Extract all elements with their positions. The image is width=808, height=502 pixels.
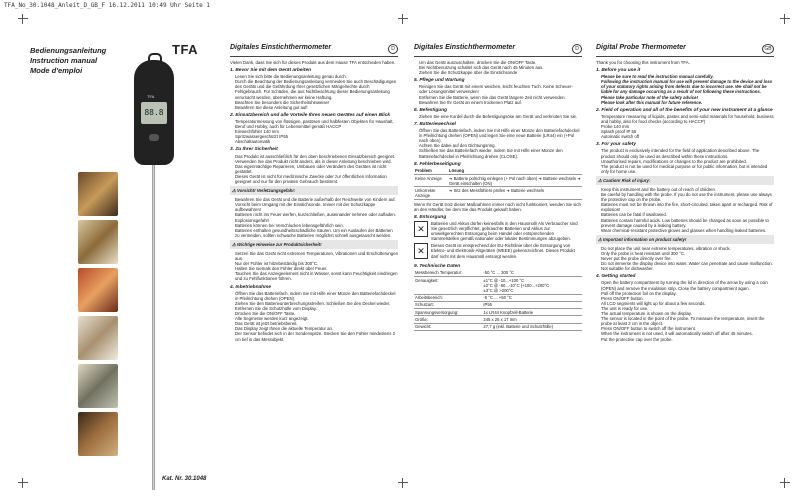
section-heading: 5. Pflege und Wartung (414, 78, 465, 84)
crop-mark (18, 14, 28, 24)
table-row (414, 301, 582, 308)
warning-box (230, 240, 398, 249)
col-gb-body (596, 60, 774, 480)
divider (230, 56, 398, 57)
list-item: • Please look after this manual for future reference. (601, 100, 774, 105)
warning-box (596, 235, 774, 244)
list-item: • Wear chemical-resistant protective gloves and glasses when handling leaked batteries. (601, 228, 774, 233)
list-item: • Splash proof IP 55 (601, 129, 774, 134)
weee-text: Dieses Gerät ist entsprechend der EU-Richtlinie über die Entsorgung von Elektro- und Elektronik-Altgeräten (WEEE) gekennzeichnet. Dieses Produkt darf nicht mit dem Hausmüll entsorgt werden. (431, 243, 575, 259)
list-item: • Alle Segmente werden kurz angezeigt. (235, 316, 398, 321)
table-row (414, 294, 582, 301)
list-item: • Please take particular note of the safety advice! (601, 95, 774, 100)
list-item: • The sensor is located in the point of the probe. To measure the temperature, insert the probe at least 2 cm in the object. (601, 316, 774, 326)
list-item: • Temperature measuring of liquids, pastes and semi-solid materials for household, business and hobby, also for food checks (according to HACCP) (601, 114, 774, 124)
divider (414, 56, 582, 57)
section-heading: 1. Before you use it (596, 68, 641, 74)
cover-panel (30, 44, 220, 484)
list-item: • Batteries contain harmful acids. Low batteries should be changed as soon as possible to prevent damage caused by a leaking battery. (601, 218, 774, 228)
lang-badge-de: D (388, 44, 398, 54)
list-item: • All LCD segments will light up for about a few seconds. (601, 301, 774, 306)
list-item: • Bewahren Sie Ihr Gerät an einem trockenen Platz auf. (419, 100, 582, 105)
list-item: • Ziehen Sie eine Kordel durch die Befestigungsöse am Gerät und verknoten Sie sie. (419, 114, 582, 119)
section-heading: 4. Inbetriebnahme (230, 284, 272, 290)
list-item: • Following the instruction manual for use will prevent damage to the device and loss of your statutory rights arising from defects due to incorrect use. We shall not be liable for any damage occurring as a result of not following these instructions. (601, 79, 774, 94)
list-item: • Der Sensor befindet sich in der Sondenspitze. Stecken Sie den Fühler mindestens 2 cm tief in das Messobjekt. (235, 331, 398, 341)
table-cell: ➜ Sitz des Messfühlers prüfen ➜ Batterie wechseln (448, 187, 582, 199)
section-heading: 3. For your safety (596, 142, 636, 148)
lcd-display: 88.8 (141, 102, 167, 124)
list-item: • Ziehen Sie die Schutzkappe über die Einstichsonde (419, 70, 582, 75)
crop-mark (398, 478, 408, 488)
crop-mark (18, 478, 28, 488)
warning-box (596, 176, 774, 185)
list-item: • Bewahren Sie das Gerät und die Batterie außerhalb der Reichweite von Kindern auf. (235, 197, 398, 202)
food-photo-dish (78, 316, 118, 360)
list-item: • Bewahren Sie diese Anleitung gut auf! (235, 105, 398, 110)
list-item: • Entfernen Sie die Batterie, wenn Sie das Gerät längere Zeit nicht verwenden. (419, 95, 582, 100)
list-item: • Probe 140 mm (601, 124, 774, 129)
intro-text: Vielen Dank, dass Sie sich für dieses Produkt aus dem Hause TFA entschieden haben. (230, 60, 396, 65)
weee-bin-icon: ✕ (414, 243, 428, 259)
col-gb-title: Digital Probe Thermometer (596, 44, 686, 51)
food-photo-roast (78, 220, 118, 264)
col-de2-title: Digitales Einstichthermometer (414, 44, 516, 51)
troubleshooting-table (414, 168, 582, 200)
list-item: • Achten Sie dabei auf den Dichtungsring. (419, 143, 582, 148)
list-item: • Das Display zeigt Ihnen die aktuelle Temperatur an. (235, 326, 398, 331)
list-item: • Ziehen Sie den Batterieunterbrechungsstreifen. Schließen Sie den Deckel wieder. (235, 301, 398, 306)
spec-table (414, 270, 582, 331)
list-item: • Be careful by handling with the probe. If you do not use the instrument, please use always the protective cap on the probe. (601, 192, 774, 202)
weee-block (414, 243, 582, 260)
probe-illustration (152, 165, 155, 490)
list-item: • Das Produkt ist ausschließlich für den oben beschriebenen Einsatzbereich geeignet. Verwenden Sie das Produkt nicht anders, als in dieser Anleitung beschrieben wird. (235, 154, 398, 164)
intro-text: Thank you for choosing this instrument from TFA. (596, 60, 690, 65)
warning-icon: ⚠ (598, 177, 604, 183)
crop-mark (398, 14, 408, 24)
list-item: • Nur der Fühler ist hitzebeständig bis 300°C. (235, 261, 398, 266)
food-photo-liquid (78, 364, 118, 408)
warning-icon: ⚠ (598, 236, 604, 242)
disposal-text: Batterien und Akkus dürfen keinesfalls in den Hausmüll! Als Verbraucher sind Sie gesetzlich verpflichtet, gebrauchte Batterien und Akkus zur umweltgerechten Entsorgung beim Handel oder entsprechenden Sammelstellen gemäß nationaler oder lokaler Bestimmungen abzugeben. (431, 221, 578, 242)
section-heading: 4. Getting started (596, 274, 636, 280)
spec-value: 1x LR44 Knopfzell-Batterie (482, 309, 582, 316)
device-brand-label: TFA (147, 94, 155, 99)
list-item: • The actual temperature is shown on the display. (601, 311, 774, 316)
warning-icon: ⚠ (232, 241, 238, 247)
list-item: • Abschaltautomatik (235, 139, 398, 144)
list-item: • Batteries must not be thrown into the fire, short-circuited, taken apart or recharged. Risk of explosion! (601, 202, 774, 212)
list-item: • The unit is ready for use. (601, 306, 774, 311)
warning-icon: ⚠ (232, 188, 238, 194)
spec-value: -50 °C ... 300 °C (482, 270, 582, 277)
food-photo-steak (78, 172, 118, 216)
warning-title: Wichtige Hinweise zur Produktsicherheit! (237, 241, 322, 247)
col-de-body (230, 60, 398, 480)
cover-subtitle-fr: Mode d'emploi (30, 66, 83, 75)
spec-label: Größe: (414, 316, 482, 323)
lang-badge-gb: GB (762, 44, 774, 54)
warning-title: Caution! Risk of injury: (603, 177, 651, 183)
list-item: • Do not place the unit near extreme temperatures, vibration or shock. (601, 246, 774, 251)
section-heading: 8. Entsorgung (414, 214, 447, 220)
list-item: • Only the probe is heat resistant until 300 °C. (601, 251, 774, 256)
spec-value: IP55 (482, 301, 582, 308)
table-header-row (414, 168, 582, 175)
section-heading: 7. Batteriewechsel (414, 121, 456, 127)
list-item: • Reinigen Sie das Gerät mit einem weichen, leicht feuchten Tuch. Keine Scheuer- oder Lösungsmittel verwenden! (419, 84, 582, 94)
spec-label: Messbereich Temperatur: (414, 270, 482, 277)
section-heading: 2. Field of operation and all of the benefits of your new instrument at a glance (596, 107, 773, 113)
table-row (414, 323, 582, 330)
list-item: • Batterien enthalten gesundheitsschädliche Säuren. Um ein Auslaufen der Batterien zu vermeiden, sollten schwache Batterien möglichst schnell ausgetauscht werden. (235, 228, 398, 238)
spec-label: Schutzart: (414, 301, 482, 308)
table-row (414, 174, 582, 186)
crop-mark (780, 14, 790, 24)
table-row (414, 277, 582, 294)
section-heading: 3. Zu Ihrer Sicherheit (230, 147, 278, 153)
list-item: • Halten Sie niemals den Fühler direkt über Feuer. (235, 266, 398, 271)
lang-badge-de: D (572, 44, 582, 54)
divider (596, 56, 774, 57)
list-item: • Lesen Sie sich bitte die Bedienungsanleitung genau durch. (235, 74, 398, 79)
list-item: • Never put the probe directly over fire. (601, 256, 774, 261)
article-number: Kat. Nr. 30.1048 (162, 476, 207, 482)
list-item: • The product is not be used for medical purpose or for public information, but is intended only for home use. (601, 164, 774, 174)
spec-value: ±1°C @ -10...+100 °C ±2°C @ -50...-10°C (+100...+200°C ±3°C @ >200°C (482, 277, 582, 294)
list-item: • Temperaturmessung von flüssigen, pastösen und halbfesten Objekten für Haushalt, Beruf und Hobby, auch für Lebensmittel gemäß HACCP (235, 119, 398, 129)
list-item: • Do not immerse the display device into water. Water can penetrate and cause malfunction. Not suitable for dishwasher. (601, 261, 774, 271)
thermometer-illustration (134, 60, 174, 165)
spec-value: 27,7 g (inkl. Batterie und Schutzhülle) (482, 323, 582, 330)
list-item: • Das Gerät ist jetzt betriebsbereit. (235, 321, 398, 326)
cover-subtitle-en: Instruction manual (30, 56, 98, 65)
section-heading: 2. Einsatzbereich und alle Vorteile Ihres neuen Gerätes auf einen Blick (230, 112, 391, 118)
table-row (414, 187, 582, 199)
spec-value: -5 °C ... +50 °C (482, 294, 582, 301)
table-cell: ➜ Batterie polrichtig einlegen (+ Pol nach oben) ➜ Batterie wechseln ➜ Gerät einschalten (ON) (448, 175, 581, 186)
list-item: • Automatic switch off (601, 134, 774, 139)
list-item: • The product is exclusively intended for the field of application described above. The product should only be used as described within these instructions. (601, 148, 774, 158)
crop-mark (780, 478, 790, 488)
table-cell: Keine Anzeige (414, 174, 448, 186)
list-item: • Spritzwassergeschützt IP55 (235, 134, 398, 139)
list-item: • Durch die Beachtung der Bedienungsanleitung vermeiden Sie auch Beschädigungen des Geräts und die Gefährdung Ihrer gesetzlichen Mängelrechte durch Fehlgebrauch. Für Schäden, die aus Nichtbeachtung dieser Bedienungsanleitung verursacht werden, übernehmen wir keine Haftung. (235, 79, 398, 99)
list-item: • Beachten Sie besonders die Sicherheitshinweise! (235, 100, 398, 105)
food-photo-chicken (78, 268, 118, 312)
list-item: • Tauchen Sie das Anzeigeelement nicht in Wasser, sonst kann Feuchtigkeit eindringen und zu Fehlfunktionen führen. (235, 271, 398, 281)
list-item: • Batteries can be fatal if swallowed. (601, 212, 774, 217)
list-item: • Öffnen Sie das Batteriefach, indem Sie mit Hilfe einer Münze den Batteriefachdeckel in Pfeilrichtung drehen (OPEN). (235, 291, 398, 301)
list-item: • Batterien nicht ins Feuer werfen, kurzschließen, auseinander nehmen oder aufladen. Explosionsgefahr! (235, 212, 398, 222)
list-item: • Entfernen Sie die Schutzhülle vom Display. (235, 306, 398, 311)
spec-label: Gewicht: (414, 323, 482, 330)
list-item: • Press ON/OFF button. (601, 296, 774, 301)
list-item: • Das eigenmächtige Reparieren, Umbauen oder Verändern des Gerätes ist nicht gestattet. (235, 164, 398, 174)
list-item: • Press ON/OFF button to switch off the instrument. (601, 326, 774, 331)
list-item: • When the instrument is not used, it will automatically switch off after 45 minutes. (601, 331, 774, 336)
table-row (414, 270, 582, 277)
list-item: • Öffnen Sie das Batteriefach, indem Sie mit Hilfe einer Münze den Batteriefachdeckel in Pfeilrichtung drehen (OPEN) und legen Sie eine neue Batterie (LR44) ein (+Pol nach oben). (419, 128, 582, 143)
warning-title: Important information on product safety! (603, 236, 687, 242)
table-cell: Unkorrekte Anzeige (414, 187, 448, 199)
list-item: • Setzen Sie das Gerät nicht extremen Temperaturen, Vibrationen und Erschütterungen aus. (235, 251, 398, 261)
table-row (414, 316, 582, 323)
section-heading: 6. Befestigung (414, 107, 448, 113)
list-item: • Einstechfühler 140 mm (235, 129, 398, 134)
list-item: • Keep this instrument and the battery out of reach of children. (601, 187, 774, 192)
list-item: • Drücken Sie die ON/OFF Taste. (235, 311, 398, 316)
list-item: • Dieses Gerät ist nicht für medizinische Zwecke oder zur öffentlichen Information geeignet und nur für den privaten Gebrauch bestimmt. (235, 174, 398, 184)
list-item: • Open the battery compartment by turning the lid in direction of the arrow by using a coin (OPEN) and remove the insulation strip. Close the battery compartment again. (601, 280, 774, 290)
list-item: • Please be sure to read the instruction manual carefully. (601, 74, 774, 79)
table-header: Problem (414, 168, 448, 175)
note-text: Wenn Ihr Gerät trotz dieser Maßnahmen immer noch nicht funktioniert, wenden Sie sich an den Händler, bei dem Sie das Produkt gekauft haben. (414, 201, 581, 212)
print-header: TFA_No_30.1048_Anleit_D_GB_F 16.12.2011 10:49 Uhr Seite 1 (4, 2, 210, 9)
tfa-logo: TFA (172, 42, 199, 57)
warning-title: Vorsicht! Verletzungsgefahr: (237, 188, 296, 194)
spec-label: Genauigkeit: (414, 277, 482, 294)
thermometer-hanging-loop (148, 53, 162, 63)
table-row (414, 309, 582, 316)
warning-box (230, 186, 398, 195)
list-item: • Vorsicht beim Umgang mit der Einstichsonde. Immer mit der Schutzkappe aufbewahren! (235, 202, 398, 212)
cover-title: Bedienungsanleitung (30, 46, 107, 55)
list-item: • Unauthorised repairs, modifications or changes to the product are prohibited. (601, 159, 774, 164)
list-item: • Pull off the protection foil on the display. (601, 291, 774, 296)
food-photo-bread (78, 412, 118, 456)
section-heading: 8. Fehlerbeseitigung (414, 161, 461, 167)
list-item: • Schließen Sie das Batteriefach wieder, indem Sie mit Hilfe einer Münze den Batteriefachdeckel in Pfeilrichtung drehen (CLOSE). (419, 148, 582, 158)
spec-value: 245 x 25 x 17 mm (482, 316, 582, 323)
section-heading: 1. Bevor Sie mit dem Gerät arbeiten (230, 68, 312, 74)
on-off-button (149, 134, 159, 141)
list-item: • Batterien können bei Verschlucken lebensgefährlich sein. (235, 223, 398, 228)
col-de2-body (414, 60, 582, 480)
col-de-title: Digitales Einstichthermometer (230, 44, 332, 51)
list-item: • Put the protective cap over the probe. (601, 337, 774, 342)
spec-label: Spannungsversorgung: (414, 309, 482, 316)
list-item: • Bei Nichtbenutzung schaltet sich das Gerät nach 45 Minuten aus. (419, 65, 582, 70)
table-header: Lösung (448, 168, 582, 175)
list-item: • Um das Gerät auszuschalten, drücken Sie die ON/OFF Taste. (419, 60, 582, 65)
section-heading: 9. Technische Daten (414, 263, 461, 269)
disposal-block (414, 221, 582, 243)
crossed-bin-icon: ✕ (414, 221, 428, 237)
spec-label: Arbeitsbereich: (414, 294, 482, 301)
